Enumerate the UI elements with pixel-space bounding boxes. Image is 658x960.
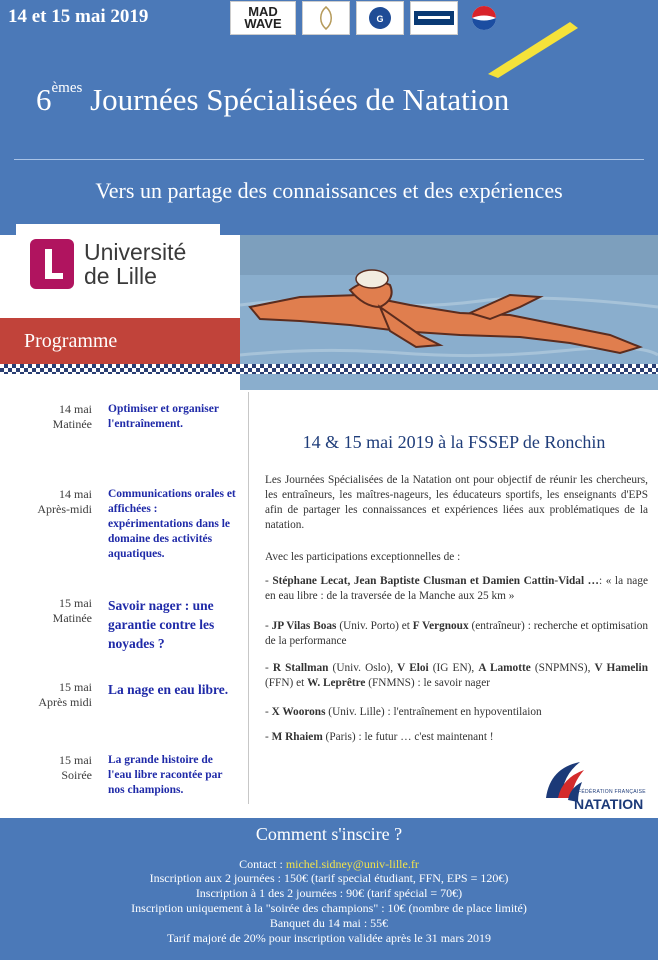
price-line: Tarif majoré de 20% pour inscription validée après le 31 mars 2019	[166, 931, 492, 945]
participations-label: Avec les participations exceptionnelles de :	[265, 551, 461, 563]
participant-2: - JP Vilas Boas (Univ. Porto) et F Vergnoux (entraîneur) : recherche et optimisation de la performance	[265, 620, 649, 647]
poster: 14 et 15 mai 2019 MAD WAVE G 6èmes Journées Spécialisées de Natation Vers un partage des connaissances et des expériences Université de Lille Programme 14 mai Matinée Optimiser et organiser l'entraînement. 14 mai Après-midi Communications orales et affichées : expérimentations dans le domaine des activités aquatiques. 15 mai Matinée Savoir nager : une garantie contre les noyades ? 15 mai Après midi La nage en eau libre. 15 mai Soirée La grande histoire de l'eau libre racontée par nos champions. 14 & 15 mai 2019 à la FSSEP de Ronchin Les Journées Spécialisées de la Natation ont pour objectif de réunir les chercheurs, les entraîneurs, les maîtres-nageurs, les éducateurs sportifs, les enseignants d'EPS afin de partager les connaissances et expériences liées aux problématiques de la natation. Avec les participations exceptionnelles de : - Stéphane Lecat, Jean Baptiste Clusman et Damien Cattin-Vidal …: « la nage en eau libre : de la traversée de la Manche aux 25 km » - JP Vilas Boas (Univ. Porto) et F Vergnoux (entraîneur) : recherche et optimisation de la performance - R Stallman (Univ. Oslo), V Eloi (IG EN), A Lamotte (SNPMNS), V Hamelin (FFN) et W. Leprêtre (FNMNS) : le savoir nager - X Woorons (Univ. Lille) : l'entraînement en hypoventilaion - M Rhaiem (Paris) : le futur … c'est maintenant ! FÉDÉRATION FRANÇAISE NATATION Comment s'inscire ? Contact : michel.sidney@univ-lille.fr Inscription aux 2 journées : 150€ (tarif special étudiant, FFN, EPS = 120€) Inscription à 1 des 2 journées : 90€ (tarif spécial = 70€) Inscription uniquement à la "soirée des champions" : 10€ (nombre de place limité) Banquet du 14 mai : 55€ Tarif majoré de 20% pour inscription validée après le 31 mars 2019	[0, 0, 658, 960]
participant-4: - X Woorons (Univ. Lille) : l'entraînement en hypoventilaion	[265, 706, 542, 718]
column-divider	[248, 392, 249, 804]
contact-email-link[interactable]: michel.sidney@univ-lille.fr	[285, 857, 419, 871]
price-line: Banquet du 14 mai : 55€	[269, 916, 389, 930]
price-line: Inscription aux 2 journées : 150€ (tarif special étudiant, FFN, EPS = 120€)	[149, 871, 509, 885]
title-divider	[14, 159, 644, 160]
ffn-federation-label: FÉDÉRATION FRANÇAISE	[578, 789, 646, 795]
event-date: 14 et 15 mai 2019	[8, 6, 149, 27]
price-line: Inscription à 1 des 2 journées : 90€ (tarif spécial = 70€)	[195, 886, 463, 900]
page-subtitle: Vers un partage des connaissances et des expériences	[95, 178, 563, 203]
event-heading: 14 & 15 mai 2019 à la FSSEP de Ronchin	[302, 432, 606, 452]
merry-logo	[302, 1, 350, 35]
registration-heading: Comment s'inscire ?	[255, 824, 403, 844]
participant-5: - M Rhaiem (Paris) : le futur … c'est maintenant !	[265, 731, 494, 743]
programme-label: Programme	[24, 330, 118, 352]
novotel-logo	[410, 1, 458, 35]
intro-paragraph: Les Journées Spécialisées de la Natation ont pour objectif de réunir les chercheurs, les entraîneurs, les maîtres-nageurs, les éducateurs sportifs, les enseignants d'EPS afin de partager les connaissances et expériences liées aux problématiques de la natation.	[265, 474, 648, 531]
lille-l-icon	[30, 239, 74, 289]
participant-3: - R Stallman (Univ. Oslo), V Eloi (IG EN), A Lamotte (SNPMNS), V Hamelin (FFN) et W. Leprêtre (FNMNS) : le savoir nager	[265, 662, 648, 689]
page-title: 6èmes Journées Spécialisées de Natation	[36, 80, 510, 117]
fssep-logo	[478, 22, 588, 82]
sponsor-logos	[230, 0, 504, 36]
contact-line: Contact : michel.sidney@univ-lille.fr	[239, 857, 419, 871]
participant-1: - Stéphane Lecat, Jean Baptiste Clusman et Damien Cattin-Vidal …: « la nage en eau libre : de la traversée de la Manche aux 25 km »	[265, 575, 648, 602]
madwave-logo: MAD WAVE	[230, 1, 296, 35]
universite-lille-logo: Université de Lille	[16, 224, 220, 304]
svg-text:G: G	[376, 14, 384, 24]
price-line: Inscription uniquement à la "soirée des champions" : 10€ (nombre de place limité)	[131, 901, 527, 915]
checkered-divider	[0, 364, 658, 374]
ffn-name: NATATION	[574, 796, 644, 812]
geodis-logo	[356, 1, 404, 35]
